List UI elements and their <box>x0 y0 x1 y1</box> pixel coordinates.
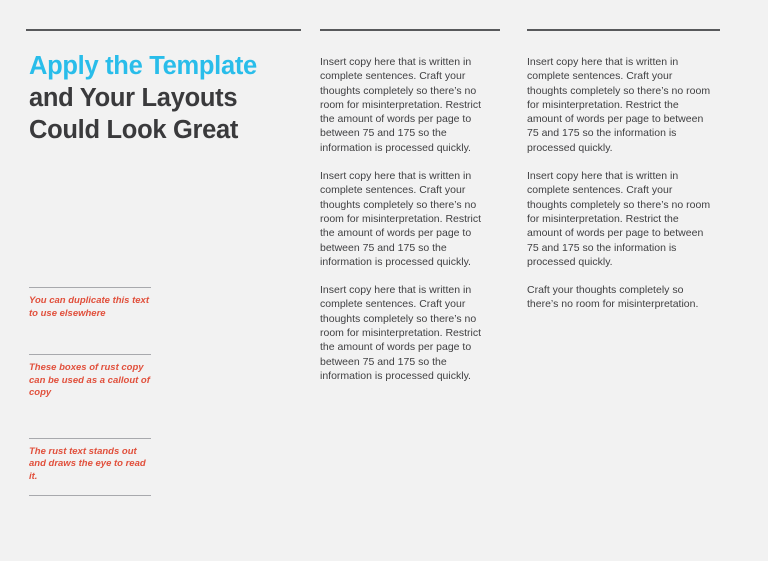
callout-divider-2 <box>29 354 151 355</box>
body-column-right <box>527 55 711 312</box>
body-paragraph: Insert copy here that is written in complete sentences. Craft your thoughts completely so there’s no room for misinterpretation. Restrict the amount of words per page to between 75 and 175 so the information is processed quickly. <box>527 56 711 154</box>
callout-spacer-2 <box>29 400 151 438</box>
callout-text-2: These boxes of rust copy can be used as a callout of copy <box>29 362 150 398</box>
callout-spacer-1 <box>29 320 151 354</box>
top-rule-right <box>527 29 720 31</box>
callout-divider-3 <box>29 438 151 439</box>
callout-box-2 <box>29 354 151 400</box>
callout-group <box>29 287 151 496</box>
callout-box-1 <box>29 287 151 320</box>
body-paragraph: Insert copy here that is written in complete sentences. Craft your thoughts completely so there’s no room for misinterpretation. Restrict the amount of words per page to between 75 and 175 so the information is processed quickly. <box>320 284 482 382</box>
title-line-3: Could Look Great <box>29 116 239 144</box>
body-paragraph: Insert copy here that is written in complete sentences. Craft your thoughts completely so there’s no room for misinterpretation. Restrict the amount of words per page to between 75 and 175 so the information is processed quickly. <box>320 170 482 268</box>
callout-text-1: You can duplicate this text to use elsewhere <box>29 295 150 319</box>
callout-divider-4 <box>29 495 151 496</box>
body-paragraph: Insert copy here that is written in complete sentences. Craft your thoughts completely so there’s no room for misinterpretation. Restrict the amount of words per page to between 75 and 175 so the information is processed quickly. <box>320 56 482 154</box>
callout-text-3: The rust text stands out and draws the eye to read it. <box>29 445 146 482</box>
page-title <box>29 50 309 146</box>
top-rule-middle <box>320 29 500 31</box>
callout-divider-1 <box>29 287 151 288</box>
body-paragraph: Craft your thoughts completely so there’s no room for misinterpretation. <box>527 284 699 311</box>
body-paragraph: Insert copy here that is written in complete sentences. Craft your thoughts completely so there’s no room for misinterpretation. Restrict the amount of words per page to between 75 and 175 so the information is processed quickly. <box>527 170 711 268</box>
body-column-middle <box>320 55 486 383</box>
callout-box-3 <box>29 438 151 484</box>
title-line-1: Apply the Template <box>29 52 257 80</box>
title-line-2: and Your Layouts <box>29 84 238 112</box>
top-rule-left <box>26 29 301 31</box>
